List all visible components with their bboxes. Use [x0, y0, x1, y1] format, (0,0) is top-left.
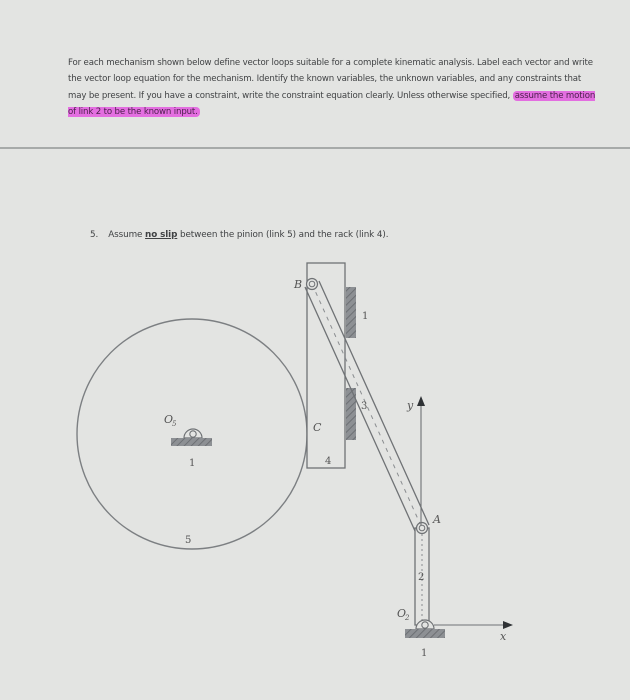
ground-label-o2: 1	[421, 648, 428, 659]
question-number: 5.	[90, 230, 99, 240]
point-b-label: B	[294, 278, 303, 291]
question-prefix: Assume	[108, 230, 146, 240]
y-axis-arrow-icon	[417, 396, 425, 406]
pin-b	[307, 279, 318, 290]
link-2-label: 2	[418, 572, 425, 583]
point-a-label: A	[433, 513, 441, 526]
link-5-label: 5	[185, 535, 192, 546]
point-c-label: C	[313, 421, 322, 434]
o2-label: O	[397, 607, 407, 620]
highlighted-instruction: assume the motion of link 2 to be the known input.	[68, 90, 596, 118]
o2-ground-pivot	[405, 620, 445, 638]
o5-label: O	[164, 413, 174, 426]
o5-ground-pivot	[171, 429, 212, 446]
pin-a	[417, 523, 428, 534]
o5-subscript: 5	[172, 420, 177, 428]
link-4-label: 4	[325, 456, 332, 467]
question-emphasis: no slip	[145, 230, 178, 240]
ground-label-o5: 1	[189, 458, 196, 469]
question-suffix: between the pinion (link 5) and the rack (link 4).	[177, 230, 389, 240]
x-axis-arrow-icon	[503, 621, 513, 629]
ground-label-rack: 1	[362, 311, 369, 322]
instructions-text: For each mechanism shown below define vector loops suitable for a complete kinematic analysis. Label each vector and write the vector loop equation for the mechanism. Identify the known variables, the unknown variables, and any constraints that may be present. If you have a constraint, write the constraint equation clearly. Unless otherwise specified,	[68, 58, 593, 101]
rack-guide-upper	[346, 287, 356, 338]
x-axis-label: x	[500, 630, 507, 643]
y-axis-label: y	[407, 399, 414, 412]
o2-subscript: 2	[405, 614, 410, 622]
link-3-label: 3	[361, 401, 368, 412]
